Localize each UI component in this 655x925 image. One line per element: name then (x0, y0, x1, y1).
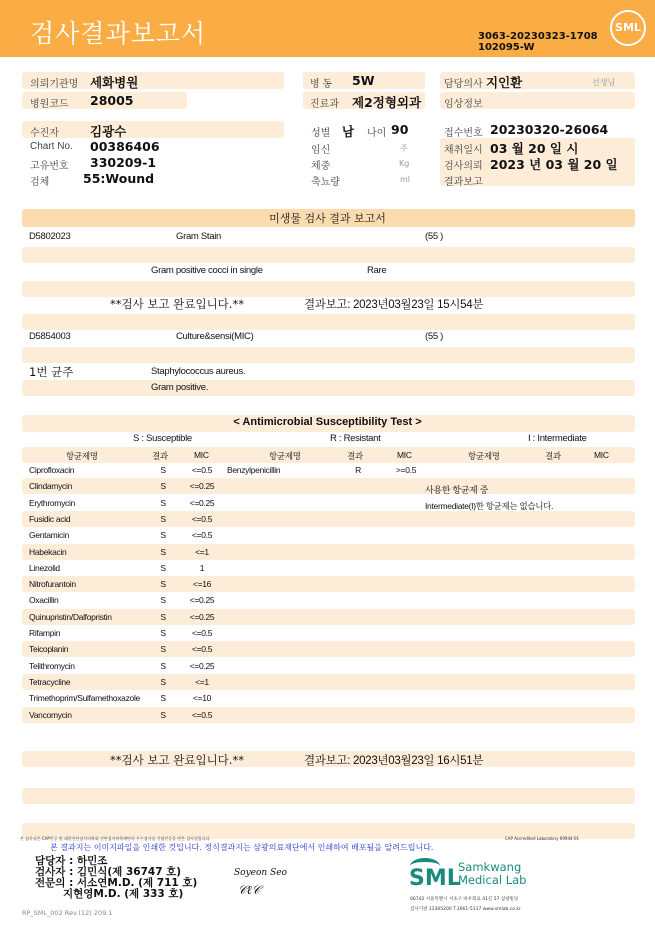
form-number: RP_SML_002 Rev.(12) 209.1 (22, 909, 113, 917)
intermediate-note: 사용한 항균제 중 (425, 485, 489, 495)
clinical-label: 임상정보 (444, 99, 483, 110)
mic-value: <=10 (192, 693, 212, 704)
sml-logo: SML (409, 866, 461, 891)
sex-value: 남 (342, 124, 355, 139)
antibiotic-name: Vancomycin (29, 709, 72, 720)
legend-susceptible: S : Susceptible (133, 433, 192, 444)
mic-value: <=0.25 (189, 497, 215, 508)
chart-label: Chart No. (30, 141, 73, 152)
mic-value: >=0.5 (395, 465, 417, 475)
doctor-label: 담당의사 (444, 79, 483, 90)
antibiotic-name: Habekacin (29, 546, 67, 557)
hospital-label: 의뢰기관명 (30, 79, 79, 90)
unique-value: 330209-1 (90, 155, 157, 170)
request-value: 2023 년 03 월 20 일 (490, 157, 618, 172)
antibiotic-name: Clindamycin (29, 481, 72, 492)
ast-column-header: 결과 (545, 451, 561, 461)
report-time: 결과보고: 2023년03월23일 16시51분 (304, 755, 484, 767)
antibiotic-name: Tetracycline (29, 676, 71, 687)
document-number: 3063-20230323-1708 102095-W (478, 31, 598, 53)
ast-header-bg (22, 447, 635, 463)
mic-value: <=0.5 (191, 644, 213, 655)
test-name: Culture&sensi(MIC) (176, 331, 254, 342)
row-stripe (22, 576, 635, 592)
cap-note: 본 검사실은 CAP인증 및 대한진단검사의학회 진단검사의학재단의 우수검사실 신임인증을 받은 검사실입니다. (20, 836, 211, 841)
code-value: 28005 (90, 93, 134, 108)
antibiotic-name: Quinupristin/Dalfopristin (29, 611, 112, 622)
test-code: D5854003 (29, 331, 71, 342)
gram-type: Gram positive. (151, 382, 209, 393)
lab-address: 06742 서울특별시 서초구 바우뫼로 41길 57 삼광빌딩 (410, 897, 519, 902)
request-label: 검사의뢰 (444, 161, 483, 172)
test-code: D5802023 (29, 231, 71, 242)
susceptibility-result: S (160, 530, 166, 541)
row-stripe (22, 347, 635, 363)
complete-message: **검사 보고 완료입니다.** (110, 753, 244, 767)
patient-label: 수진자 (30, 128, 59, 139)
preg-unit: 주 (400, 144, 408, 153)
susceptibility-result: S (160, 579, 166, 590)
row-stripe (22, 511, 635, 527)
collect-value: 03 월 20 일 시 (490, 141, 579, 156)
preg-label: 임신 (311, 145, 331, 156)
susceptibility-result: S (160, 513, 166, 524)
mic-value: <=0.5 (191, 530, 213, 541)
antibiotic-name: Rifampin (29, 628, 61, 638)
susceptibility-result: S (160, 465, 166, 475)
mic-value: <=0.5 (191, 465, 213, 475)
mic-value: <=0.5 (191, 628, 213, 638)
mic-value: <=0.25 (189, 660, 215, 671)
patient-value: 김광수 (90, 124, 127, 139)
chart-value: 00386406 (90, 139, 160, 154)
mic-value: <=0.25 (189, 611, 215, 622)
complete-message: **검사 보고 완료입니다.** (110, 297, 244, 311)
susceptibility-result: S (160, 628, 166, 638)
susceptibility-result: S (160, 709, 166, 720)
specimen-label: 검체 (30, 177, 50, 188)
row-stripe (22, 281, 635, 297)
row-stripe (22, 380, 635, 396)
antibiotic-name: Oxacillin (29, 595, 59, 606)
urine-label: 축뇨량 (311, 177, 340, 188)
test-specimen: (55 ) (425, 231, 444, 242)
antibiotic-name: Nitrofurantoin (29, 579, 76, 590)
row-stripe (22, 788, 635, 804)
collect-label: 채취일시 (444, 145, 483, 156)
antibiotic-name: Benzylpenicillin (227, 465, 281, 475)
row-stripe (22, 641, 635, 657)
mic-value: <=0.25 (189, 481, 215, 492)
susceptibility-result: S (160, 481, 166, 492)
mic-value: <=1 (195, 676, 209, 687)
ast-title: < Antimicrobial Susceptibility Test > (233, 416, 422, 428)
susceptibility-result: S (160, 676, 166, 687)
page-title: 검사결과보고서 (30, 19, 207, 48)
antibiotic-name: Linezolid (29, 562, 60, 573)
susceptibility-result: S (160, 562, 166, 573)
sex-label: 성별 (311, 128, 331, 139)
ast-column-header: 결과 (347, 451, 363, 461)
susceptibility-result: S (160, 497, 166, 508)
ast-column-header: MIC (194, 450, 209, 460)
organism: Staphylococcus aureus. (151, 366, 246, 377)
ast-column-header: 결과 (152, 451, 168, 461)
susceptibility-result: S (160, 546, 166, 557)
doctor-suffix: 선생님 (592, 78, 616, 87)
intermediate-note: Intermediate(I)한 항균제는 없습니다. (425, 501, 554, 511)
antibiotic-name: Teicoplanin (29, 644, 69, 655)
ast-column-header: 항균제명 (269, 451, 301, 461)
signature-icon: Soyeon Seo (234, 868, 287, 878)
specimen-value: 55:Wound (83, 171, 155, 186)
cap-number: CAP Accredited Laboratory 69944-01 (505, 836, 580, 841)
gram-result: Gram positive cocci in single (151, 265, 263, 276)
antibiotic-name: Telithromycin (29, 660, 75, 671)
dept-label: 진료과 (310, 99, 339, 110)
sml-logo-icon: SML (610, 10, 646, 46)
mic-value: <=0.5 (191, 709, 213, 720)
susceptibility-result: S (160, 595, 166, 606)
row-stripe (22, 674, 635, 690)
mic-value: <=16 (192, 579, 212, 590)
ast-column-header: MIC (397, 450, 412, 460)
mic-value: <=0.5 (191, 513, 213, 524)
lab-name: Samkwang Medical Lab (458, 860, 527, 887)
receipt-label: 접수번호 (444, 128, 483, 139)
age-value: 90 (391, 122, 409, 137)
report-time: 결과보고: 2023년03월23일 15시54분 (304, 299, 484, 311)
antibiotic-name: Gentamicin (29, 530, 69, 541)
ast-column-header: 항균제명 (66, 451, 98, 461)
legend-intermediate: I : Intermediate (528, 433, 587, 444)
ast-column-header: MIC (594, 450, 609, 460)
receipt-value: 20230320-26064 (490, 122, 609, 137)
code-label: 병원코드 (30, 99, 69, 110)
row-stripe (22, 544, 635, 560)
row-stripe (22, 707, 635, 723)
hospital-value: 세화병원 (90, 75, 139, 90)
antibiotic-name: Ciprofloxacin (29, 465, 75, 475)
susceptibility-result: S (160, 693, 166, 704)
mic-value: 1 (199, 562, 205, 573)
weight-label: 체중 (311, 161, 331, 172)
susceptibility-result: R (355, 465, 361, 475)
test-name: Gram Stain (176, 231, 222, 242)
urine-unit: ml (400, 175, 411, 184)
unique-label: 고유번호 (30, 161, 69, 172)
susceptibility-result: S (160, 611, 166, 622)
doctor-value: 지인환 (486, 75, 523, 90)
antibiotic-name: Fusidic acid (29, 513, 71, 524)
notice: 본 결과지는 이미지파일을 인쇄한 것입니다. 정식결과지는 삼광의료재단에서 인쇄하여 배포됨을 알려드립니다. (50, 843, 434, 852)
row-stripe (22, 314, 635, 330)
report-label: 결과보고 (444, 177, 483, 188)
mic-value: <=0.25 (189, 595, 215, 606)
mic-value: <=1 (195, 546, 209, 557)
antibiotic-name: Erythromycin (29, 497, 75, 508)
gram-quantity: Rare (367, 265, 387, 276)
lab-contact: 검사기관 11365200 T.1661-5117 www.smlab.co.kr (410, 907, 521, 912)
section-title: 미생물 검사 결과 보고서 (269, 212, 386, 225)
strain-label: 1번 균주 (29, 365, 74, 379)
age-label: 나이 (367, 128, 387, 139)
legend-resistant: R : Resistant (330, 433, 381, 444)
susceptibility-result: S (160, 644, 166, 655)
row-stripe (22, 247, 635, 263)
row-stripe (22, 609, 635, 625)
dept-value: 제2정형외과 (352, 95, 422, 110)
ward-value: 5W (352, 73, 375, 88)
susceptibility-result: S (160, 660, 166, 671)
ward-label: 병 동 (310, 79, 333, 90)
row-stripe (22, 478, 635, 494)
info-bg (22, 121, 284, 138)
weight-unit: Kg (399, 159, 410, 168)
test-specimen: (55 ) (425, 331, 444, 342)
antibiotic-name: Trimethoprim/Sulfamethoxazole (29, 693, 140, 704)
signatories: 담당자 : 하민조 검사자 : 김민식(제 36747 호) 전문의 : 서소연M.D. (제 711 호) 지현영M.D. (제 333 호) (35, 855, 198, 900)
signature-icon: 𝒞ℓ𝒞 (238, 883, 261, 897)
ast-column-header: 항균제명 (468, 451, 500, 461)
